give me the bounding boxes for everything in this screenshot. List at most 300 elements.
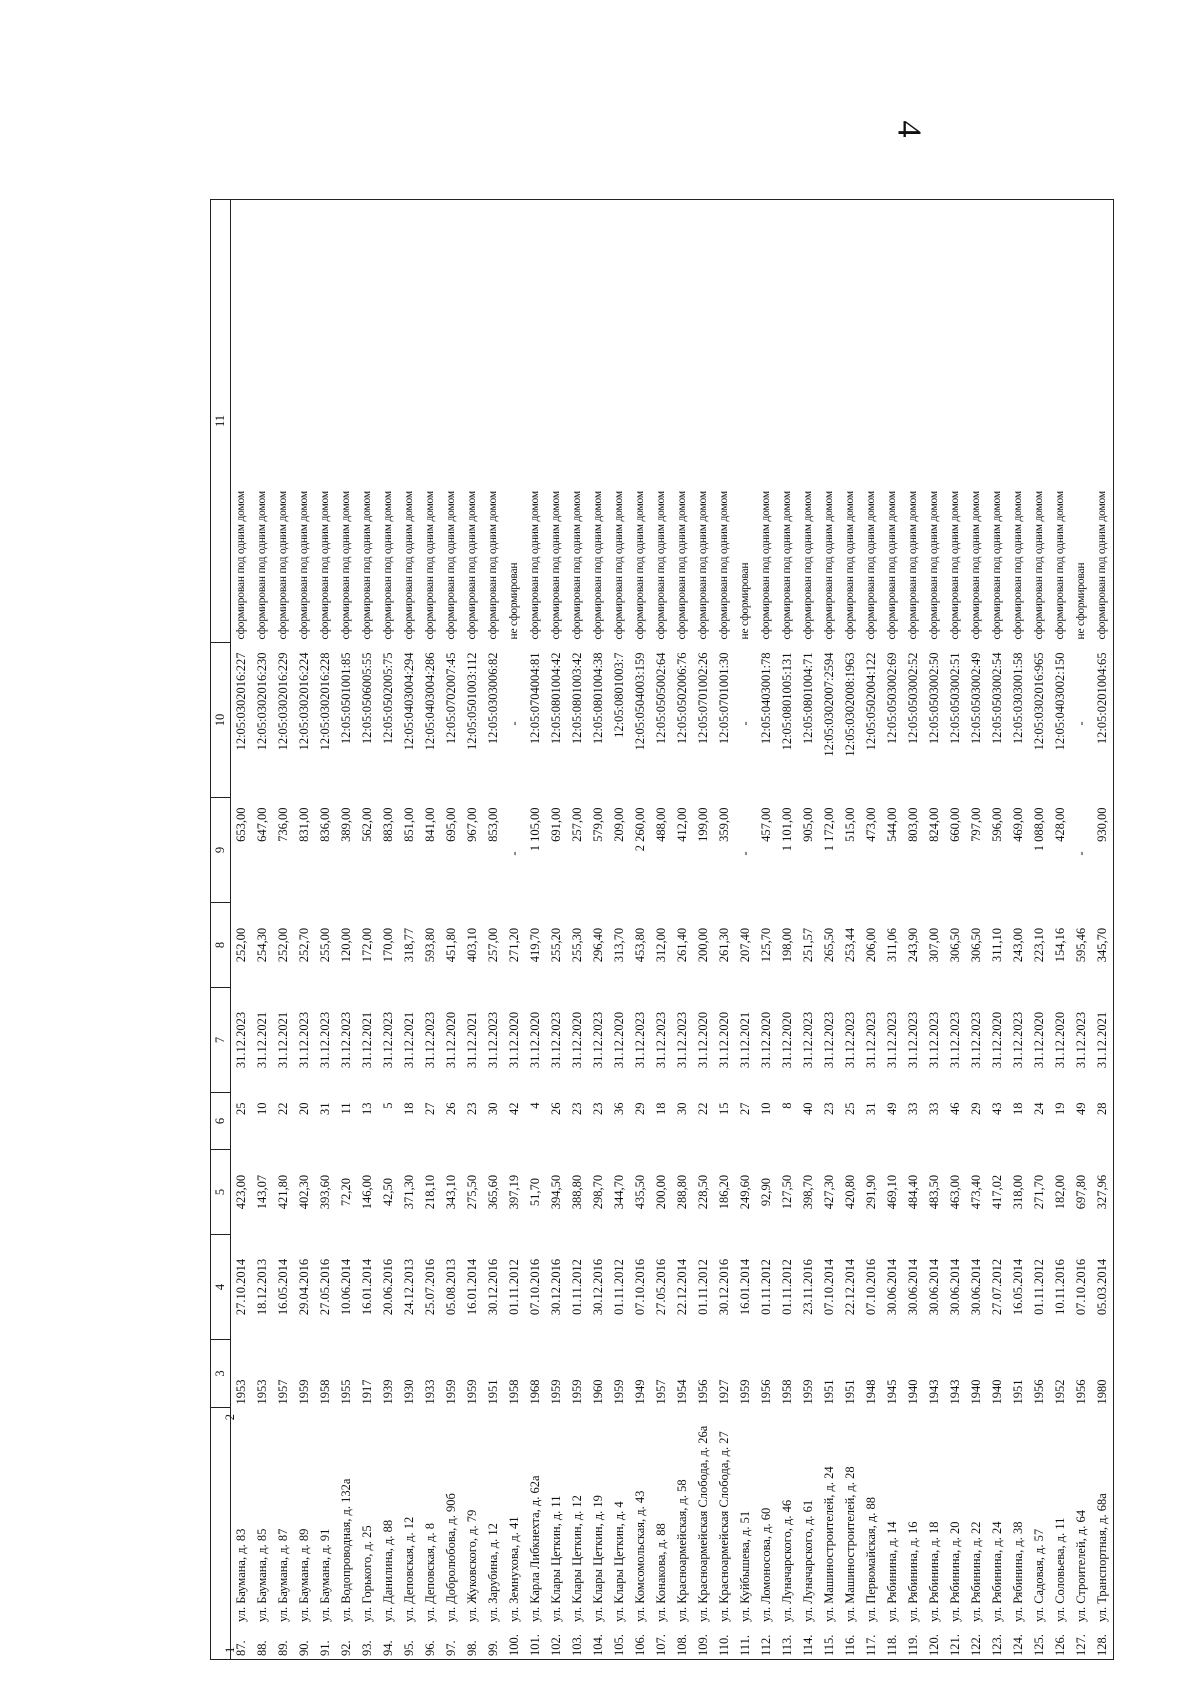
area-cell: 182,00 [1053, 1174, 1067, 1210]
area2-cell: 200,00 [696, 927, 710, 963]
land-status-cell: не сформирован [739, 562, 751, 640]
land-area-cell: 2 260,00 [633, 807, 647, 852]
table-row [630, 200, 651, 1660]
year-built-cell: 1958 [318, 1379, 332, 1405]
residents-cell: 30 [675, 1102, 689, 1115]
residents-cell: 18 [1011, 1102, 1025, 1115]
area-cell: 427,30 [822, 1174, 836, 1210]
land-area-cell: 851,00 [402, 807, 416, 842]
address-cell [1071, 1408, 1092, 1660]
row-number: 127. [1074, 1634, 1088, 1656]
row-number: 105. [612, 1634, 626, 1656]
address-cell [315, 1408, 336, 1660]
address: ул. Клары Цеткин, д. 19 [591, 1495, 605, 1622]
area2-cell: 345,70 [1095, 927, 1109, 963]
land-area-cell: 473,00 [864, 807, 878, 842]
address: ул. Луначарского, д. 46 [780, 1499, 794, 1622]
deadline-cell: 31.12.2023 [885, 1011, 899, 1069]
address: ул. Транспортная, д. 68а [1095, 1493, 1109, 1622]
land-area-cell: 841,00 [423, 807, 437, 842]
address: ул. Баумана, д. 91 [318, 1528, 332, 1622]
land-area-cell: 803,00 [906, 807, 920, 842]
land-status-cell: сформирован под одним домом [592, 491, 604, 640]
row-number: 107. [654, 1634, 668, 1656]
land-status-cell: сформирован под одним домом [655, 491, 667, 640]
year-built-cell: 1952 [1053, 1379, 1067, 1405]
cadastral-number-cell: 12:05:0502006:76 [675, 652, 689, 745]
residents-cell: 29 [969, 1102, 983, 1115]
address-cell [861, 1408, 882, 1660]
address-cell [609, 1408, 630, 1660]
address-cell [735, 1408, 756, 1660]
land-area-cell: 1 172,00 [822, 807, 836, 852]
table-row [1008, 200, 1029, 1660]
area2-cell: 255,30 [570, 927, 584, 963]
date-cell: 16.01.2014 [738, 1258, 752, 1316]
residents-cell: 26 [444, 1102, 458, 1115]
header-row [211, 200, 231, 1660]
land-area-cell: 653,00 [234, 807, 248, 842]
address: ул. Красноармейская Слобода, д. 27 [717, 1431, 731, 1622]
area2-cell: 120,00 [339, 927, 353, 963]
area2-cell: 252,00 [234, 927, 248, 963]
land-area-cell: 853,00 [486, 807, 500, 842]
area2-cell: 318,77 [402, 927, 416, 963]
residents-cell: 22 [276, 1102, 290, 1115]
date-cell: 10.11.2016 [1053, 1259, 1067, 1315]
table-row [882, 200, 903, 1660]
area2-cell: 453,80 [633, 927, 647, 963]
deadline-cell: 31.12.2023 [675, 1011, 689, 1069]
address: ул. Баумана, д. 83 [234, 1528, 248, 1622]
area-cell: 397,19 [507, 1174, 521, 1210]
area2-cell: 313,70 [612, 927, 626, 963]
address-cell [462, 1408, 483, 1660]
table-row [462, 200, 483, 1660]
residents-cell: 5 [381, 1102, 395, 1109]
table-row [273, 200, 294, 1660]
residents-cell: 19 [1053, 1102, 1067, 1115]
area2-cell: 252,70 [297, 927, 311, 963]
cadastral-number-cell: 12:05:0505002:64 [654, 652, 668, 745]
address-cell [357, 1408, 378, 1660]
deadline-cell: 31.12.2023 [969, 1011, 983, 1069]
land-status-cell: сформирован под одним домом [949, 491, 961, 640]
area-cell: 393,60 [318, 1174, 332, 1210]
land-status-cell: сформирован под одним домом [676, 491, 688, 640]
land-area-cell: - [738, 851, 752, 856]
land-status-cell: сформирован под одним домом [424, 491, 436, 640]
row-number: 102. [549, 1634, 563, 1656]
deadline-cell: 31.12.2023 [633, 1011, 647, 1069]
deadline-cell: 31.12.2020 [528, 1011, 542, 1069]
address-cell [273, 1408, 294, 1660]
land-area-cell: 695,00 [444, 807, 458, 842]
table-body [231, 200, 1114, 1660]
row-number: 119. [906, 1634, 920, 1656]
address-cell [924, 1408, 945, 1660]
cadastral-number-cell: 12:05:0502005:75 [381, 652, 395, 745]
deadline-cell: 31.12.2020 [1053, 1011, 1067, 1069]
area-cell: 394,50 [549, 1174, 563, 1210]
year-built-cell: 1951 [1011, 1379, 1025, 1405]
table-row [588, 200, 609, 1660]
row-number: 98. [465, 1640, 479, 1656]
year-built-cell: 1960 [591, 1379, 605, 1405]
row-number: 93. [360, 1640, 374, 1656]
area-cell: 92,90 [759, 1177, 773, 1207]
housing-table [210, 199, 1114, 1660]
area-cell: 484,40 [906, 1174, 920, 1210]
cadastral-number-cell: 12:05:0503002:49 [969, 652, 983, 745]
area-cell: 344,70 [612, 1174, 626, 1210]
address-cell [945, 1408, 966, 1660]
land-status-cell: сформирован под одним домом [277, 491, 289, 640]
cadastral-number-cell: 12:05:0302016:228 [318, 652, 332, 751]
area-cell: 421,80 [276, 1174, 290, 1210]
cadastral-number-cell: 12:05:0701002:26 [696, 652, 710, 745]
date-cell: 30.06.2014 [927, 1258, 941, 1316]
address-cell [525, 1408, 546, 1660]
header-cell-10: 10 [211, 643, 231, 798]
residents-cell: 11 [339, 1102, 353, 1115]
deadline-cell: 31.12.2023 [423, 1011, 437, 1069]
row-number: 91. [318, 1640, 332, 1656]
area2-cell: 312,00 [654, 927, 668, 963]
table-row [735, 200, 756, 1660]
table-row [672, 200, 693, 1660]
land-area-cell: 1 101,00 [780, 807, 794, 852]
row-number: 103. [570, 1634, 584, 1656]
land-area-cell: 457,00 [759, 807, 773, 842]
land-status-cell: сформирован под одним домом [1096, 491, 1108, 640]
address: ул. Луначарского, д. 61 [801, 1499, 815, 1622]
land-status-cell: сформирован под одним домом [634, 491, 646, 640]
address-cell [483, 1408, 504, 1660]
cadastral-number-cell: 12:05:0801004:38 [591, 652, 605, 745]
date-cell: 16.05.2014 [1011, 1258, 1025, 1316]
land-status-cell: сформирован под одним домом [844, 491, 856, 640]
deadline-cell: 31.12.2020 [717, 1011, 731, 1069]
row-number: 96. [423, 1640, 437, 1656]
land-area-cell: 797,00 [969, 807, 983, 842]
table-row [294, 200, 315, 1660]
table-row [651, 200, 672, 1660]
address: ул. Куйбышева, д. 51 [738, 1510, 752, 1622]
area2-cell: 307,00 [927, 927, 941, 963]
cadastral-number-cell: 12:05:0302016:224 [297, 652, 311, 751]
residents-cell: 43 [990, 1102, 1004, 1115]
residents-cell: 25 [234, 1102, 248, 1115]
residents-cell: 23 [465, 1102, 479, 1115]
header-cell-1: 1 [222, 1646, 237, 1653]
table-row [483, 200, 504, 1660]
land-status-cell: сформирован под одним домом [991, 491, 1003, 640]
address: ул. Первомайская, д. 88 [864, 1497, 878, 1622]
address: ул. Земнухова, д. 41 [507, 1516, 521, 1622]
land-status-cell: сформирован под одним домом [445, 491, 457, 640]
land-area-cell: 905,00 [801, 807, 815, 842]
row-number: 111. [738, 1635, 752, 1656]
year-built-cell: 1948 [864, 1379, 878, 1405]
address: ул. Соловьева, д. 11 [1053, 1517, 1067, 1622]
year-built-cell: 1957 [276, 1379, 290, 1405]
address: ул. Рябинина, д. 14 [885, 1521, 899, 1622]
header-cell-6: 6 [211, 1093, 231, 1150]
area-cell: 218,10 [423, 1174, 437, 1210]
row-number: 116. [843, 1634, 857, 1656]
cadastral-number-cell: 12:05:0801004:42 [549, 652, 563, 745]
header-cell-1-2 [211, 1408, 237, 1660]
deadline-cell: 31.12.2023 [801, 1011, 815, 1069]
land-area-cell: 488,00 [654, 807, 668, 842]
date-cell: 18.12.2013 [255, 1258, 269, 1316]
area2-cell: 261,40 [675, 927, 689, 963]
year-built-cell: 1956 [1032, 1379, 1046, 1405]
date-cell: 07.10.2016 [633, 1258, 647, 1316]
address-cell [336, 1408, 357, 1660]
date-cell: 01.11.2012 [507, 1259, 521, 1315]
cadastral-number-cell: 12:05:0502004:122 [864, 652, 878, 751]
date-cell: 22.12.2014 [843, 1258, 857, 1316]
cadastral-number-cell: 12:05:0801003:42 [570, 652, 584, 745]
address: ул. Клары Цеткин, д. 12 [570, 1495, 584, 1622]
date-cell: 01.11.2012 [612, 1259, 626, 1315]
area-cell: 697,80 [1074, 1174, 1088, 1210]
year-built-cell: 1968 [528, 1379, 542, 1405]
land-status-cell: сформирован под одним домом [571, 491, 583, 640]
area-cell: 402,30 [297, 1174, 311, 1210]
land-area-cell: 389,00 [339, 807, 353, 842]
deadline-cell: 31.12.2023 [822, 1011, 836, 1069]
year-built-cell: 1955 [339, 1379, 353, 1405]
cadastral-number-cell: 12:05:0403004:294 [402, 652, 416, 751]
table-row [252, 200, 273, 1660]
area2-cell: 451,80 [444, 927, 458, 963]
land-area-cell: 257,00 [570, 807, 584, 842]
cadastral-number-cell: 12:05:0403001:78 [759, 652, 773, 745]
date-cell: 07.10.2016 [528, 1258, 542, 1316]
deadline-cell: 31.12.2021 [276, 1011, 290, 1069]
cadastral-number-cell: 12:05:0701001:30 [717, 652, 731, 745]
table-row [777, 200, 798, 1660]
table-row [399, 200, 420, 1660]
deadline-cell: 31.12.2020 [507, 1011, 521, 1069]
area-cell: 435,50 [633, 1174, 647, 1210]
land-area-cell: 930,00 [1095, 807, 1109, 842]
residents-cell: 4 [528, 1102, 542, 1109]
land-status-cell: сформирован под одним домом [1033, 491, 1045, 640]
cadastral-number-cell: 12:05:0303006:82 [486, 652, 500, 745]
residents-cell: 10 [759, 1102, 773, 1115]
year-built-cell: 1933 [423, 1379, 437, 1405]
cadastral-number-cell: 12:05:0801005:131 [780, 652, 794, 751]
table-row [903, 200, 924, 1660]
year-built-cell: 1940 [990, 1379, 1004, 1405]
residents-cell: 15 [717, 1102, 731, 1115]
date-cell: 25.07.2016 [423, 1258, 437, 1316]
date-cell: 23.11.2016 [801, 1259, 815, 1315]
land-status-cell: сформирован под одним домом [613, 491, 625, 640]
residents-cell: 18 [402, 1102, 416, 1115]
deadline-cell: 31.12.2023 [297, 1011, 311, 1069]
date-cell: 22.12.2014 [675, 1258, 689, 1316]
year-built-cell: 1956 [1074, 1379, 1088, 1405]
area2-cell: 243,90 [906, 927, 920, 963]
land-status-cell: сформирован под одним домом [319, 491, 331, 640]
residents-cell: 31 [318, 1102, 332, 1115]
cadastral-number-cell: 12:05:0503002:50 [927, 652, 941, 745]
year-built-cell: 1958 [507, 1379, 521, 1405]
deadline-cell: 31.12.2020 [612, 1011, 626, 1069]
residents-cell: 33 [906, 1102, 920, 1115]
date-cell: 30.12.2016 [591, 1258, 605, 1316]
table-row [609, 200, 630, 1660]
residents-cell: 27 [423, 1102, 437, 1115]
residents-cell: 30 [486, 1102, 500, 1115]
deadline-cell: 31.12.2023 [339, 1011, 353, 1069]
land-status-cell: сформирован под одним домом [718, 491, 730, 640]
cadastral-number-cell: 12:05:0303001:58 [1011, 652, 1025, 745]
area-cell: 288,80 [675, 1174, 689, 1210]
cadastral-number-cell: 12:05:0801004:71 [801, 652, 815, 745]
address-cell [399, 1408, 420, 1660]
deadline-cell: 31.12.2021 [255, 1011, 269, 1069]
deadline-cell: 31.12.2023 [381, 1011, 395, 1069]
date-cell: 30.06.2014 [948, 1258, 962, 1316]
cadastral-number-cell: 12:05:0302007:2594 [822, 652, 836, 757]
land-status-cell: сформирован под одним домом [256, 491, 268, 640]
cadastral-number-cell: - [738, 721, 752, 726]
year-built-cell: 1930 [402, 1379, 416, 1405]
table-row [756, 200, 777, 1660]
cadastral-number-cell: 12:05:0403002:150 [1053, 652, 1067, 751]
residents-cell: 10 [255, 1102, 269, 1115]
header-cell-2: 2 [222, 1414, 237, 1421]
land-status-cell: сформирован под одним домом [487, 491, 499, 640]
date-cell: 16.01.2014 [465, 1258, 479, 1316]
residents-cell: 27 [738, 1102, 752, 1115]
table-row [420, 200, 441, 1660]
residents-cell: 8 [780, 1102, 794, 1109]
cadastral-number-cell: 12:05:0201004:65 [1095, 652, 1109, 745]
land-status-cell: сформирован под одним домом [361, 491, 373, 640]
row-number: 87. [234, 1640, 248, 1656]
deadline-cell: 31.12.2023 [927, 1011, 941, 1069]
address: ул. Рябинина, д. 16 [906, 1521, 920, 1622]
row-number: 104. [591, 1634, 605, 1656]
year-built-cell: 1980 [1095, 1379, 1109, 1405]
cadastral-number-cell: 12:05:0501003:112 [465, 652, 479, 750]
header-cell-7: 7 [211, 988, 231, 1093]
area2-cell: 170,00 [381, 927, 395, 963]
area-cell: 343,10 [444, 1174, 458, 1210]
year-built-cell: 1957 [654, 1379, 668, 1405]
cadastral-number-cell: 12:05:0302016:229 [276, 652, 290, 751]
cadastral-number-cell: 12:05:0503002:69 [885, 652, 899, 745]
row-number: 97. [444, 1640, 458, 1656]
residents-cell: 18 [654, 1102, 668, 1115]
cadastral-number-cell: 12:05:0503002:54 [990, 652, 1004, 745]
table-row [945, 200, 966, 1660]
address: ул. Строителей, д. 64 [1074, 1509, 1088, 1622]
row-number: 106. [633, 1634, 647, 1656]
table-row [546, 200, 567, 1660]
address: ул. Добролюбова, д. 90б [444, 1493, 458, 1622]
date-cell: 30.06.2014 [906, 1258, 920, 1316]
area2-cell: 593,80 [423, 927, 437, 963]
date-cell: 05.03.2014 [1095, 1258, 1109, 1316]
residents-cell: 36 [612, 1102, 626, 1115]
deadline-cell: 31.12.2023 [318, 1011, 332, 1069]
table-row [525, 200, 546, 1660]
deadline-cell: 31.12.2020 [990, 1011, 1004, 1069]
residents-cell: 31 [864, 1102, 878, 1115]
address-cell [987, 1408, 1008, 1660]
address: ул. Данилина, д. 88 [381, 1519, 395, 1622]
year-built-cell: 1951 [486, 1379, 500, 1405]
address-cell [714, 1408, 735, 1660]
address-cell [651, 1408, 672, 1660]
table-row [441, 200, 462, 1660]
row-number: 99. [486, 1640, 500, 1656]
address: ул. Деповская, д. 8 [423, 1522, 437, 1622]
cadastral-number-cell: - [507, 721, 521, 726]
date-cell: 27.05.2016 [654, 1258, 668, 1316]
row-number: 121. [948, 1634, 962, 1656]
address-cell [882, 1408, 903, 1660]
land-area-cell: 515,00 [843, 807, 857, 842]
cadastral-number-cell: 12:05:0302008:1963 [843, 652, 857, 757]
address: ул. Ломоносова, д. 60 [759, 1507, 773, 1622]
area2-cell: 252,00 [276, 927, 290, 963]
area-cell: 371,30 [402, 1174, 416, 1210]
land-status-cell: сформирован под одним домом [970, 491, 982, 640]
row-number: 100. [507, 1634, 521, 1656]
land-status-cell: сформирован под одним домом [340, 491, 352, 640]
address-cell [840, 1408, 861, 1660]
table-row [966, 200, 987, 1660]
deadline-cell: 31.12.2023 [948, 1011, 962, 1069]
residents-cell: 23 [570, 1102, 584, 1115]
residents-cell: 20 [297, 1102, 311, 1115]
area2-cell: 207,40 [738, 927, 752, 963]
area2-cell: 154,16 [1053, 927, 1067, 963]
deadline-cell: 31.12.2020 [1032, 1011, 1046, 1069]
area-cell: 186,20 [717, 1174, 731, 1210]
area-cell: 423,00 [234, 1174, 248, 1210]
land-area-cell: 883,00 [381, 807, 395, 842]
land-status-cell: сформирован под одним домом [802, 491, 814, 640]
address-cell [819, 1408, 840, 1660]
land-area-cell: 469,00 [1011, 807, 1025, 842]
address: ул. Клары Цеткин, д. 11 [549, 1495, 563, 1622]
row-number: 122. [969, 1634, 983, 1656]
area2-cell: 243,00 [1011, 927, 1025, 963]
area2-cell: 206,00 [864, 927, 878, 963]
address: ул. Рябинина, д. 38 [1011, 1521, 1025, 1622]
address: ул. Красноармейская, д. 58 [675, 1479, 689, 1622]
land-area-cell: 199,00 [696, 807, 710, 842]
land-area-cell: 736,00 [276, 807, 290, 842]
date-cell: 24.12.2013 [402, 1258, 416, 1316]
land-status-cell: сформирован под одним домом [1012, 491, 1024, 640]
row-number: 101. [528, 1634, 542, 1656]
area-cell: 365,60 [486, 1174, 500, 1210]
cadastral-number-cell: 12:05:0503002:51 [948, 652, 962, 745]
area-cell: 143,07 [255, 1174, 269, 1210]
cadastral-number-cell: 12:05:0302016:230 [255, 652, 269, 751]
